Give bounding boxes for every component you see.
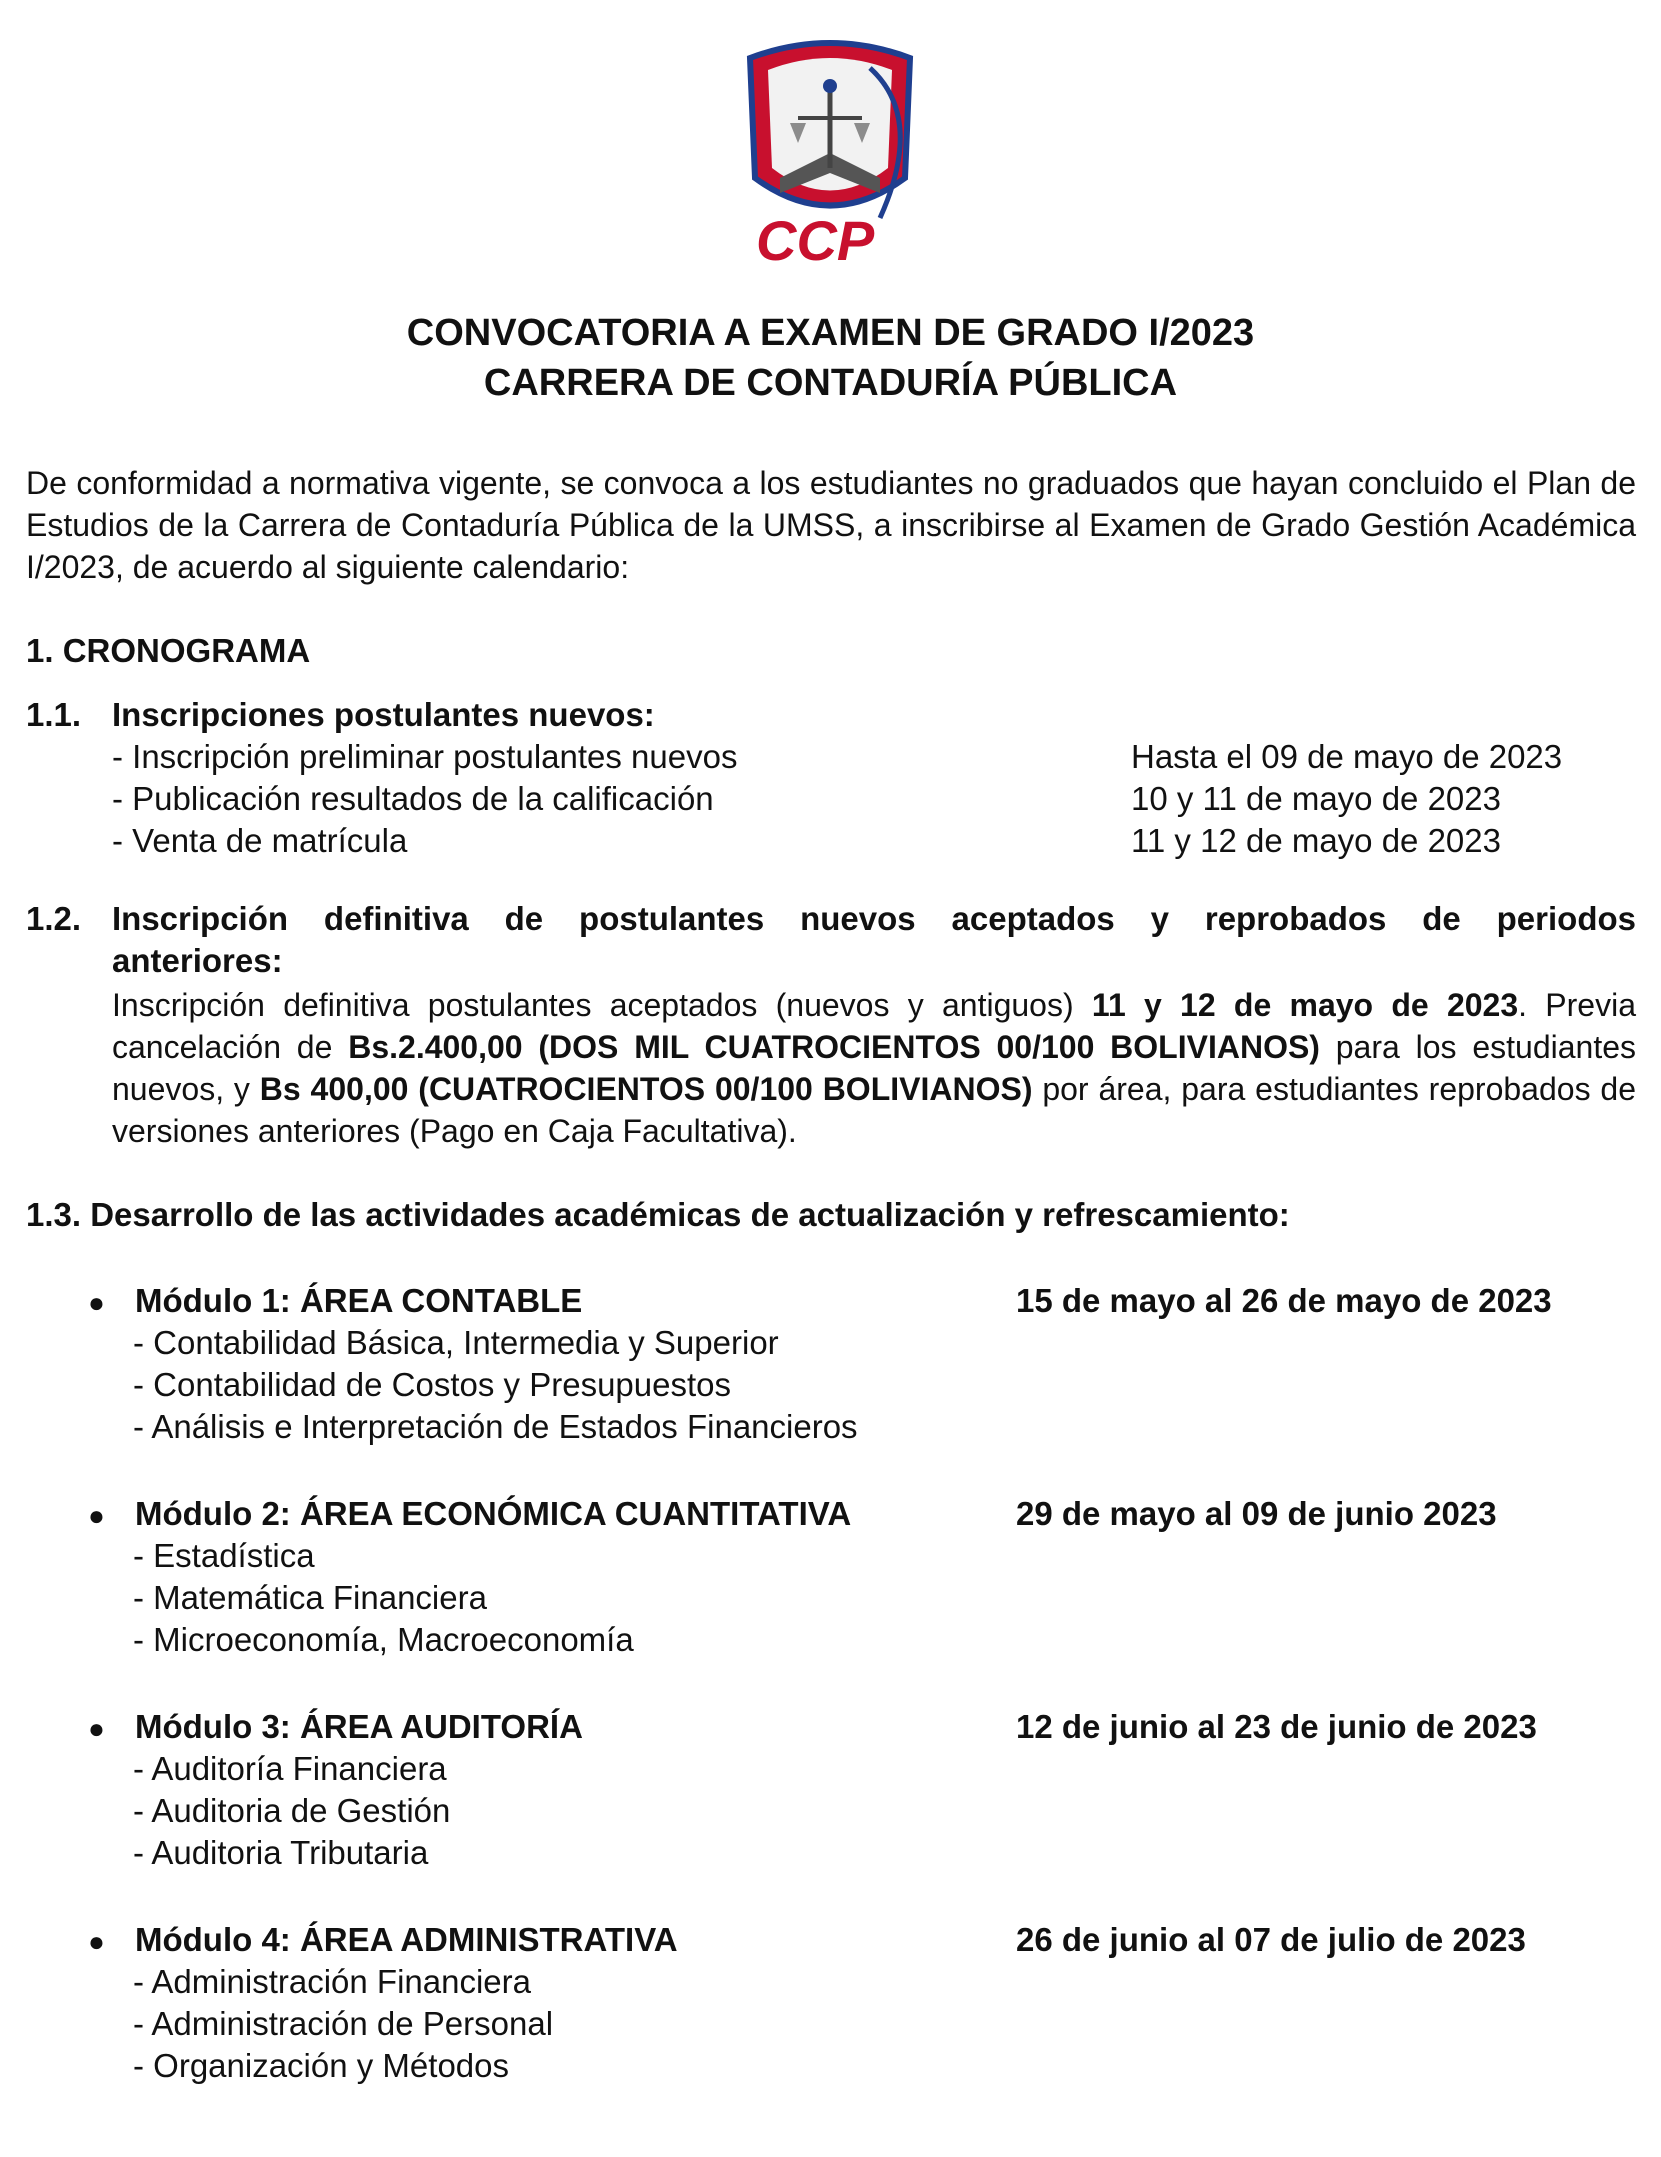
module-subject: - Contabilidad de Costos y Presupuestos bbox=[133, 1366, 731, 1403]
schedule-date: 10 y 11 de mayo de 2023 bbox=[1131, 780, 1501, 817]
fee-new-students: Bs.2.400,00 (DOS MIL CUATROCIENTOS 00/100 BOLIVIANOS) bbox=[348, 1029, 1320, 1065]
module-dates: 26 de junio al 07 de julio de 2023 bbox=[1016, 1921, 1526, 1958]
ccp-shield-emblem bbox=[720, 28, 940, 268]
schedule-label: - Publicación resultados de la calificación bbox=[112, 780, 714, 817]
module-subject: - Matemática Financiera bbox=[133, 1579, 487, 1616]
module-subject: - Administración de Personal bbox=[133, 2005, 554, 2042]
section-1-2-title: Inscripción definitiva de postulantes nuevos aceptados y reprobados de periodos bbox=[112, 900, 1636, 937]
intro-paragraph: De conformidad a normativa vigente, se convoca a los estudiantes no graduados que hayan concluido el Plan de Estudios de la Carrera de Contaduría Pública de la UMSS, a inscribirse al Examen de Grado Gestión Académica I/2023, de acuerdo al siguiente calendario: bbox=[26, 465, 1636, 585]
module-subject: - Análisis e Interpretación de Estados Financieros bbox=[133, 1408, 858, 1445]
document-title-line2: CARRERA DE CONTADURÍA PÚBLICA bbox=[483, 362, 1178, 404]
module-subject: - Auditoria de Gestión bbox=[133, 1792, 451, 1829]
section-1-1-title: Inscripciones postulantes nuevos: bbox=[112, 696, 655, 733]
module-title: Módulo 2: ÁREA ECONÓMICA CUANTITATIVA bbox=[135, 1495, 852, 1532]
bullet-icon: ● bbox=[88, 1500, 105, 1531]
schedule-label: - Inscripción preliminar postulantes nuevos bbox=[112, 738, 738, 775]
module-subject: - Microeconomía, Macroeconomía bbox=[133, 1621, 634, 1658]
logo-acronym: CCP bbox=[756, 209, 875, 268]
section-1-1-number: 1.1. bbox=[26, 696, 82, 733]
bullet-icon: ● bbox=[88, 1713, 105, 1744]
module-subject: - Auditoria Tributaria bbox=[133, 1834, 429, 1871]
ccp-logo bbox=[720, 28, 940, 268]
module-dates: 29 de mayo al 09 de junio 2023 bbox=[1016, 1495, 1497, 1532]
module-subject: - Contabilidad Básica, Intermedia y Superior bbox=[133, 1324, 779, 1361]
module-subject: - Auditoría Financiera bbox=[133, 1750, 447, 1787]
module-title: Módulo 1: ÁREA CONTABLE bbox=[135, 1282, 583, 1319]
module-title: Módulo 3: ÁREA AUDITORÍA bbox=[135, 1708, 583, 1745]
module-subject: - Administración Financiera bbox=[133, 1963, 531, 2000]
section-1-2-paragraph bbox=[112, 984, 1636, 1152]
section-1-3-heading: 1.3. Desarrollo de las actividades académicas de actualización y refrescamiento: bbox=[26, 1196, 1290, 1233]
module-dates: 12 de junio al 23 de junio de 2023 bbox=[1016, 1708, 1537, 1745]
paragraph-text: por área, para estudiantes reprobados de versiones anteriores (Pago en Caja Facultativa). bbox=[112, 1071, 1637, 1149]
paragraph-text: . Previa cancelación de bbox=[112, 987, 1637, 1065]
document-title-line1: CONVOCATORIA A EXAMEN DE GRADO I/2023 bbox=[406, 312, 1255, 354]
schedule-date: Hasta el 09 de mayo de 2023 bbox=[1131, 738, 1563, 775]
schedule-date: 11 y 12 de mayo de 2023 bbox=[1131, 822, 1501, 859]
module-subject: - Estadística bbox=[133, 1537, 315, 1574]
registration-dates: 11 y 12 de mayo de 2023 bbox=[1091, 987, 1519, 1023]
module-title: Módulo 4: ÁREA ADMINISTRATIVA bbox=[135, 1921, 678, 1958]
schedule-label: - Venta de matrícula bbox=[112, 822, 408, 859]
fee-repeat-students: Bs 400,00 (CUATROCIENTOS 00/100 BOLIVIANOS) bbox=[259, 1071, 1033, 1107]
section-1-2-number: 1.2. bbox=[26, 900, 82, 937]
paragraph-text: Inscripción definitiva postulantes aceptados (nuevos y antiguos) bbox=[112, 987, 1092, 1023]
section-cronograma-heading: 1. CRONOGRAMA bbox=[26, 632, 311, 669]
paragraph-text: para los estudiantes nuevos, y bbox=[112, 1029, 1637, 1107]
section-1-2-title-cont: anteriores: bbox=[112, 942, 283, 979]
bullet-icon: ● bbox=[88, 1926, 105, 1957]
module-subject: - Organización y Métodos bbox=[133, 2047, 510, 2084]
module-dates: 15 de mayo al 26 de mayo de 2023 bbox=[1016, 1282, 1552, 1319]
bullet-icon: ● bbox=[88, 1287, 105, 1318]
